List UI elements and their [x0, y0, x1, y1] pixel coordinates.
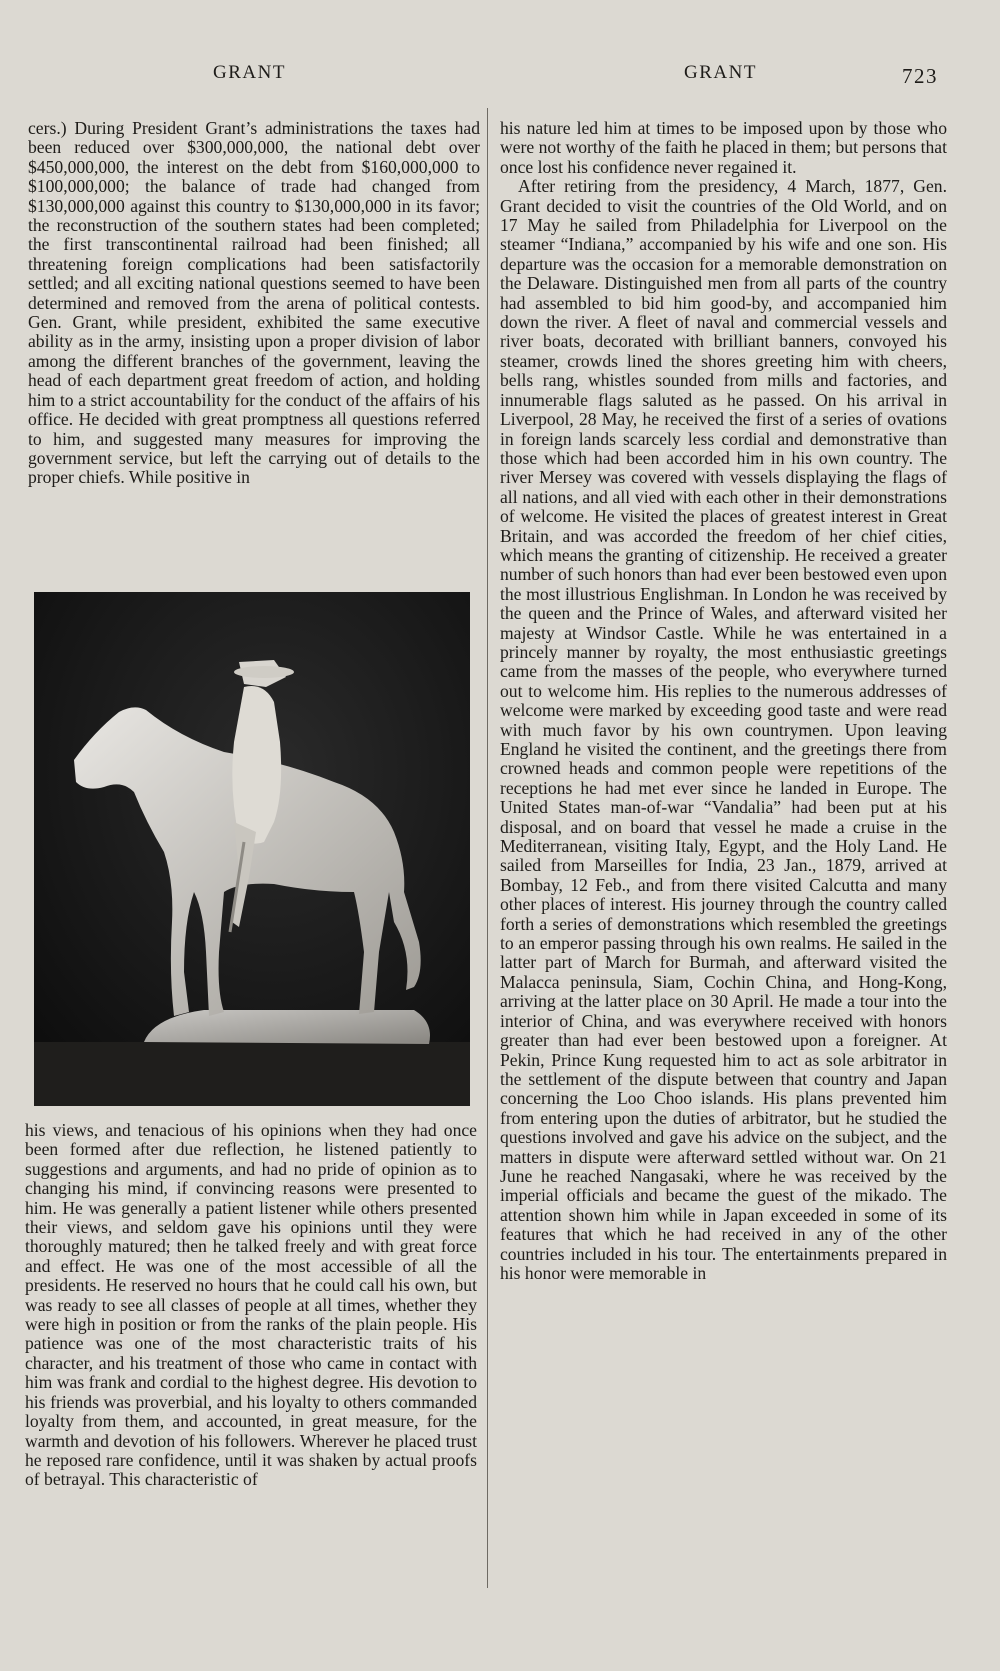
left-paragraph-bottom: his views, and tenacious of his opinions when they had once been formed after due reflection, he listened patiently to suggestions and arguments, and had no pride of opinion as to changing his mind, if convincing reasons were presented to him. He was generally a patient listener while others presented their views, and seldom gave his opinions until they were thoroughly matured; then he talked freely and with great force and effect. He was one of the most accessible of all the presidents. He reserved no hours that he could call his own, but was ready to see all classes of people at all times, whether they were high in position or from the ranks of the plain people. His patience was one of the most characteristic traits of his character, and his treatment of those who came in contact with him was frank and cordial to the highest degree. His devotion to his friends was proverbial, and his loyalty to others commanded loyalty from them, and accounted, in great measure, for the warmth and devotion of his followers. Wherever he placed trust he reposed rare confidence, until it was shaken by actual proofs of betrayal. This characteristic of — [25, 1120, 477, 1490]
left-column-top — [28, 119, 480, 488]
left-column-bottom — [25, 1121, 477, 1490]
right-paragraph-1: his nature led him at times to be imposed upon by those who were not worthy of the faith he placed in them; but persons that once lost his confidence never regained it. — [500, 118, 947, 177]
column-divider — [487, 108, 488, 1588]
equestrian-statue-photo — [34, 592, 470, 1106]
right-column — [500, 119, 947, 1283]
page-number: 723 — [902, 64, 938, 88]
running-header — [0, 62, 1000, 92]
left-paragraph-top: cers.) During President Grant’s administrations the taxes had been reduced over $300,000,000, the national debt over $450,000,000, the interest on the debt from $160,000,000 to $100,000,000; the balance of trade had changed from $130,000,000 against this country to $130,000,000 in its favor; the reconstruction of the southern states had been completed; the first transcontinental railroad had been finished; all threatening foreign complications had been satisfactorily settled; and all exciting national questions seemed to have been determined and removed from the arena of political contests. Gen. Grant, while president, exhibited the same executive ability as in the army, insisting upon a proper division of labor among the different branches of the government, leaving the head of each department great freedom of action, and holding him to a strict accountability for the conduct of the affairs of his office. He decided with great promptness all questions referred to him, and suggested many measures for improving the government service, but left the carrying out of details to the proper chiefs. While positive in — [28, 118, 480, 488]
header-left-title: GRANT — [213, 62, 286, 83]
right-paragraph-2: After retiring from the presidency, 4 March, 1877, Gen. Grant decided to visit the countries of the Old World, and on 17 May he sailed from Philadelphia for Liverpool on the steamer “Indiana,” accompanied by his wife and one son. His departure was the occasion for a memorable demonstration on the Delaware. Distinguished men from all parts of the country had assembled to bid him good-by, and accompanied him down the river. A fleet of naval and commercial vessels and river boats, decorated with brilliant banners, convoyed his steamer, crowds lined the shores greeting him with cheers, bells rang, whistles sounded from mills and factories, and innumerable flags saluted as he passed. On his arrival in Liverpool, 28 May, he received the first of a series of ovations in foreign lands scarcely less cordial and demonstrative than those which had been accorded him in his own country. The river Mersey was covered with vessels displaying the flags of all nations, and all vied with each other in their demonstrations of welcome. He visited the places of greatest interest in Great Britain, and was accorded the freedom of her chief cities, which means the granting of citizenship. He received a greater number of such honors than had ever been bestowed even upon the most illustrious Englishman. In London he was received by the queen and the Prince of Wales, and afterward visited her majesty at Windsor Castle. While he was entertained in a princely manner by royalty, the most enthusiastic greetings came from the masses of the people, who everywhere turned out to welcome him. His replies to the numerous addresses of welcome were marked by exceeding good taste and were read with much favor by his own countrymen. Upon leaving England he visited the continent, and the greetings there from crowned heads and common people were repetitions of the receptions he had met ever since he landed in Europe. The United States man-of-war “Vandalia” had been put at his disposal, and on board that vessel he made a cruise in the Mediterranean, visiting Italy, Egypt, and the Holy Land. He sailed from Marseilles for India, 23 Jan., 1879, arrived at Bombay, 12 Feb., and from there visited Calcutta and many other places of interest. His journey through the country called forth a series of demonstrations which resembled the greetings to an emperor passing through his own realms. He sailed in the latter part of March for Burmah, and afterward visited the Malacca peninsula, Siam, Cochin China, and Hong-Kong, arriving at the latter place on 30 April. He made a tour into the interior of China, and was everywhere received with honors greater than had ever been bestowed upon a foreigner. At Pekin, Prince Kung requested him to act as sole arbitrator in the settlement of the dispute between that country and Japan concerning the Loo Choo islands. His plans prevented him from entering upon the duties of arbitrator, but he studied the questions involved and gave his advice on the subject, and the matters in dispute were afterward settled without war. On 21 June he reached Nangasaki, where he was received by the imperial officials and became the guest of the mikado. The attention shown him while in Japan exceeded in some of its features that which he had received in any of the other countries included in his tour. The entertainments prepared in his honor were memorable in — [500, 176, 947, 1283]
header-right-title: GRANT — [684, 62, 757, 83]
